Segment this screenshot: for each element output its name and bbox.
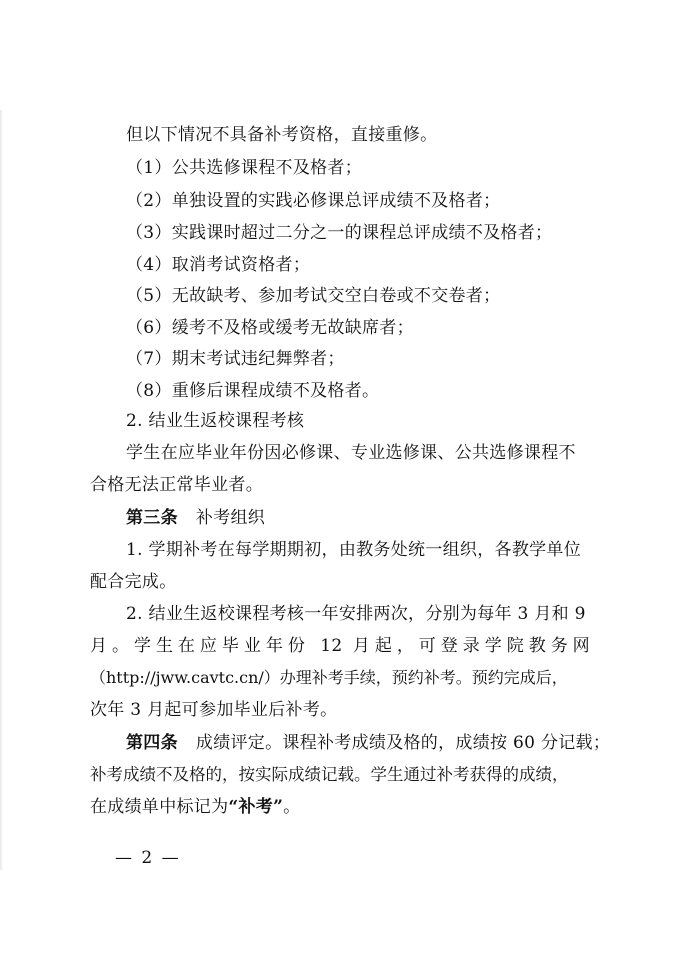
- text-line: 次年 3 月起可参加毕业后补考。: [90, 700, 338, 720]
- text-line: （http://jww.cavtc.cn/）办理补考手续，预约补考。预约完成后，: [90, 668, 568, 687]
- article-3-title: 补考组织: [195, 508, 266, 528]
- text-line: 补考成绩不及格的，按实际成绩记载。学生通过补考获得的成绩，: [90, 765, 569, 784]
- text-line: 配合完成。: [90, 572, 177, 592]
- article-4-heading: 第四条: [126, 733, 178, 753]
- text-line: 学生在应毕业年份因必修课、专业选修课、公共选修课程不: [126, 443, 576, 463]
- sentence-end: 。: [283, 797, 301, 817]
- article-4-row: [126, 728, 611, 758]
- article-heading-row: [126, 503, 646, 533]
- text-line: 但以下情况不具备补考资格，直接重修。: [126, 125, 438, 145]
- text-line: （6）缓考不及格或缓考无故缺席者；: [126, 318, 414, 338]
- text-line: 月。学生在应毕业年份 12 月起，可登录学院教务网: [90, 636, 590, 656]
- quoted-term: “补考”: [228, 797, 284, 817]
- section-heading: 2. 结业生返校课程考核: [126, 411, 305, 431]
- page-edge-shadow: [0, 110, 3, 870]
- text-line: （4）取消考试资格者；: [126, 255, 311, 275]
- text-line: （2）单独设置的实践必修课总评成绩不及格者；: [126, 191, 501, 211]
- text-line: （1）公共选修课程不及格者；: [126, 158, 363, 178]
- article-4-text: 成绩评定。课程补考成绩及格的，成绩按 60 分记载；: [195, 733, 611, 753]
- text-line: （7）期末考试违纪舞弊者；: [126, 349, 345, 369]
- text-line: 1. 学期补考在每学期期初，由教务处统一组织，各教学单位: [126, 540, 582, 560]
- text-line: （3）实践课时超过二分之一的课程总评成绩不及格者；: [126, 223, 553, 243]
- text-line: 2. 结业生返校课程考核一年安排两次，分别为每年 3 月和 9: [126, 604, 586, 624]
- text-line-with-quote: [90, 792, 610, 822]
- text-line: 合格无法正常毕业者。: [90, 475, 263, 495]
- text-line: （5）无故缺考、参加考试交空白卷或不交卷者；: [126, 286, 501, 306]
- quote-line-text: 在成绩单中标记为: [90, 797, 229, 817]
- article-3-heading: 第三条: [126, 508, 178, 528]
- page-number: — 2 —: [115, 848, 181, 868]
- text-line: （8）重修后课程成绩不及格者。: [126, 381, 380, 401]
